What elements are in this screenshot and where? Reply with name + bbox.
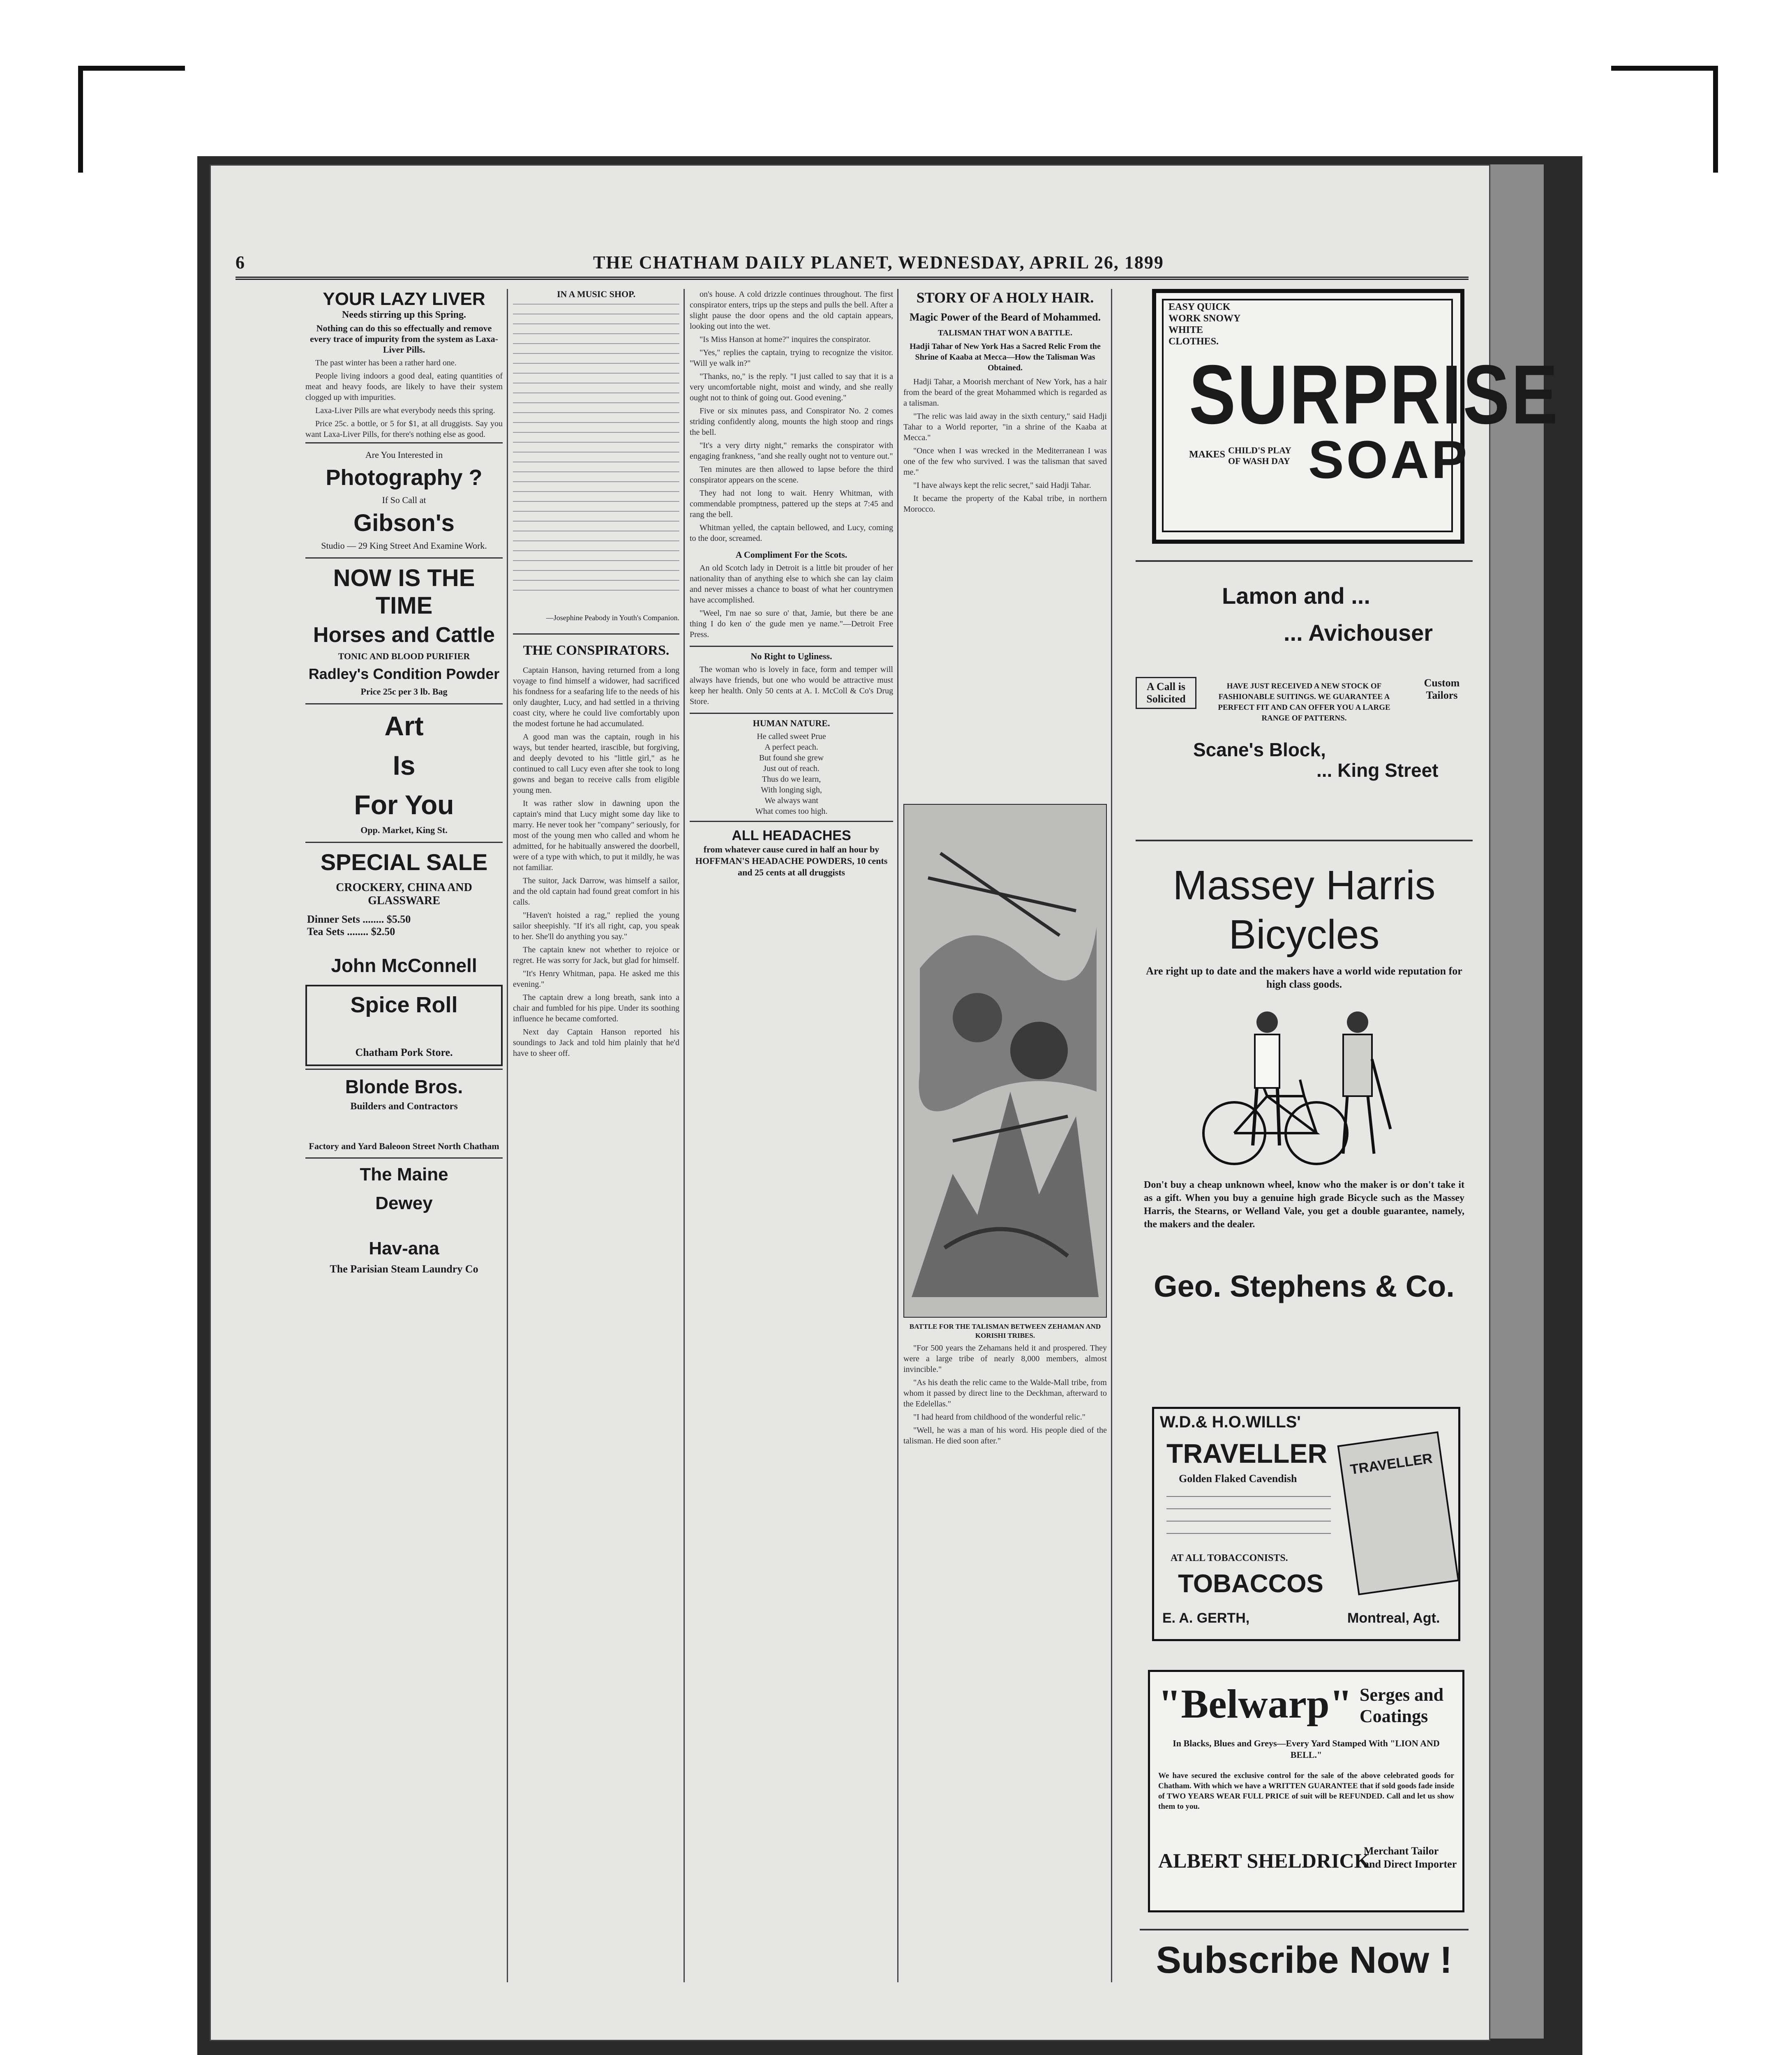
paragraph: "Thanks, no," is the reply. "I just called to say that it is a very uncomfortable night, moist and windy, and she really ought not to think of going out. Good evening." (690, 372, 893, 402)
spice-roll: Spice Roll (350, 993, 458, 1017)
lamon: Lamon and ... (1222, 583, 1370, 609)
paragraph: on's house. A cold drizzle continues throughout. The first conspirator enters, trips up the steps and pulls the bell. After a slight pause the door opens and the old captain appears, looking out into the wet. (690, 290, 893, 331)
mcconnell: John McConnell (331, 955, 477, 976)
belwarp-word: "Belwarp" (1158, 1681, 1353, 1727)
lamon-body: HAVE JUST RECEIVED A NEW STOCK OF FASHIONABLE SUITINGS. WE GUARANTEE A PERFECT FIT AND CAN OFFER YOU A LARGE RANGE OF PATTERNS. (1218, 682, 1390, 723)
paragraph: "Once when I was wrecked in the Mediterranean I was one of the few who survived. I was the talisman that saved me." (903, 446, 1107, 477)
soap-word: SOAP (1308, 429, 1470, 490)
lamon-ad (1136, 560, 1473, 817)
liver-body (305, 358, 503, 440)
massey-subtitle: Are right up to date and the makers have a world wide reputation for high class goods. (1146, 965, 1462, 990)
column-rule (684, 289, 685, 1982)
column-rule (897, 289, 898, 1982)
column-1 (305, 289, 503, 1982)
poem-lines (513, 300, 679, 596)
holy-hair-lead: Hadji Tahar of New York Has a Sacred Relic From the Shrine of Kaaba at Mecca—How the Talisman Was Obtained. (910, 342, 1101, 372)
paragraph: "For 500 years the Zehamans held it and prospered. They were a large tribe of nearly 8,000 members, almost invincible." (903, 1344, 1107, 1374)
pork-store: Chatham Pork Store. (355, 1046, 453, 1058)
ugliness-title: No Right to Ugliness. (690, 646, 893, 662)
paragraph: The captain drew a long breath, sank into a chair and fumbled for his pipe. Under its soothing influence he became comforted. (513, 993, 679, 1023)
paragraph: "Yes," replies the captain, trying to recognize the visitor. "Will ye walk in?" (690, 348, 893, 368)
liver-title: YOUR LAZY LIVER (323, 289, 485, 309)
tobacco-package (1337, 1432, 1459, 1596)
tea-sets: Tea Sets ........ $2.50 (307, 926, 395, 937)
holy-hair-body (903, 376, 1107, 804)
special-sale-ad (305, 842, 503, 982)
corner-mark (78, 66, 185, 71)
serges-coatings: Serges and Coatings (1360, 1685, 1444, 1726)
paragraph: Laxa-Liver Pills are what everybody needs this spring. (315, 406, 495, 415)
custom-tailors: Custom Tailors (1424, 677, 1460, 701)
paragraph: Five or six minutes pass, and Conspirator No. 2 comes striding confidently along, mounts the high stoop and rings the bell. (690, 406, 893, 437)
geo-stephens: Geo. Stephens & Co. (1154, 1269, 1455, 1303)
gibson-address: Studio — 29 King Street And Examine Work. (321, 540, 487, 551)
paragraph: Next day Captain Hanson reported his soundings to Jack and told him plainly that he'd have to sheer off. (513, 1028, 679, 1058)
paragraph: "Weel, I'm nae so sure o' that, Jamie, but there be ane thing I do ken o' the gude men ye name."—Detroit Free Press. (690, 609, 893, 639)
paragraph: Captain Hanson, having returned from a long voyage to find himself a widower, had sacrificed his fondness for a seafaring life to the needs of his only daughter, Lucy, and had settled in a thriving coast city, where he could live comfortably upon the modest fortune he had accumulated. (513, 666, 679, 728)
poem-line: But found she grew (759, 753, 824, 762)
holy-hair-title: STORY OF A HOLY HAIR. (916, 289, 1094, 306)
paragraph: "Well, he was a man of his word. His people died of the talisman. He died soon after." (903, 1426, 1107, 1445)
paragraph: Hadji Tahar, a Moorish merchant of New York, has a hair from the beard of the great Mohammed which is regarded as a talisman. (903, 377, 1107, 408)
photography-heading: Photography ? (326, 465, 483, 490)
surprise-word: SURPRISE (1189, 348, 1560, 442)
column-rule (507, 289, 508, 1982)
paragraph: The past winter has been a rather hard one. (315, 358, 457, 367)
radley-price: Price 25c per 3 lb. Bag (360, 686, 448, 697)
column-2 (513, 289, 679, 1982)
paragraph: It became the property of the Kabal tribe, in northern Morocco. (903, 494, 1107, 514)
package-label: TRAVELLER (1349, 1450, 1434, 1478)
radley-powder: Radley's Condition Powder (308, 665, 500, 682)
liver-subtitle: Needs stirring up this Spring. (342, 309, 466, 320)
massey-harris: Massey Harris (1173, 862, 1436, 908)
call-solicited: A Call is Solicited (1136, 677, 1196, 709)
human-nature-poem (690, 731, 893, 817)
masthead (236, 248, 1469, 280)
paragraph: It was rather slow in dawning upon the captain's mind that Lucy might some day like to marry. He never took her "company" seriously, for most of the young men who called and whom he admitted, for he habitually answered the doorbell, were of a type with which, to put it mildly, he was not familiar. (513, 799, 679, 872)
horses-ad (305, 557, 503, 703)
merchant-tailor: Merchant Tailor and Direct Importer (1364, 1845, 1457, 1870)
paragraph: They had not long to wait. Henry Whitman, with commendable promptness, pattered up the steps at 7:45 and rang the bell. (690, 489, 893, 519)
soap-top-text: EASY QUICK WORK SNOWY WHITE CLOTHES. (1168, 302, 1240, 347)
maine: The Maine (360, 1164, 448, 1185)
photography-ad (305, 442, 503, 557)
paragraph: Price 25c. a bottle, or 5 for $1, at all druggists. Say you want Laxa-Liver Pills, for there's nothing else as good. (305, 419, 503, 439)
paragraph: A good man was the captain, rough in his ways, but tender hearted, irascible, but forgiving, and deeply devoted to his "little girl," as he continued to call Lucy even after she took to long gowns and began to receive calls from eligible young men. (513, 732, 679, 795)
paragraph: "It's Henry Whitman, papa. He asked me this evening." (513, 969, 679, 989)
page-edge (1484, 164, 1544, 2039)
builders: Builders and Contractors (350, 1101, 458, 1112)
tonic-label: TONIC AND BLOOD PURIFIER (338, 651, 470, 661)
wills-brand: W.D.& H.O.WILLS' (1160, 1413, 1301, 1431)
corner-mark (1713, 66, 1718, 173)
illustration-caption: BATTLE FOR THE TALISMAN BETWEEN ZEHAMAN AND KORISHI TRIBES. (909, 1323, 1101, 1339)
belwarp-body: We have secured the exclusive control for the sale of the above celebrated goods for Chatham. With which we have a WRITTEN GUARANTEE that if sold goods fade inside of TWO YEARS WEAR FULL PRICE of suit will be REFUNDED. Call and let us show them to you. (1158, 1771, 1455, 1811)
art-location: Opp. Market, King St. (360, 825, 448, 835)
poem-line: Just out of reach. (763, 764, 820, 773)
holy-hair-body-2 (903, 1343, 1107, 1446)
king-street: ... King Street (1316, 760, 1439, 781)
headaches-ad (690, 821, 893, 884)
paragraph: "The relic was laid away in the sixth century," said Hadji Tahar to a World reporter, "in a shrine of the Kaaba at Mecca." (903, 412, 1107, 442)
subscribe-now: Subscribe Now ! (1156, 1939, 1453, 1981)
compliment-title: A Compliment For the Scots. (735, 550, 848, 560)
crockery: CROCKERY, CHINA AND GLASSWARE (336, 881, 472, 907)
poem-line: With longing sigh, (761, 785, 822, 794)
subscribe-ad (1140, 1929, 1469, 1992)
golden-flaked: Golden Flaked Cavendish (1179, 1473, 1297, 1485)
childs-play: CHILD'S PLAY OF WASH DAY (1228, 445, 1291, 466)
poem-line: What comes too high. (755, 807, 828, 816)
newspaper-page (210, 164, 1560, 2041)
blonde-bros: Blonde Bros. (345, 1076, 463, 1097)
paragraph: "I had heard from childhood of the wonderful relic." (913, 1413, 1085, 1422)
column-4 (903, 289, 1107, 1982)
poem-line: We always want (764, 796, 818, 805)
gerth: E. A. GERTH, (1162, 1610, 1250, 1626)
belwarp-colors: In Blacks, Blues and Greys—Every Yard Stamped With "LION AND BELL." (1173, 1738, 1440, 1760)
massey-harris-ad (1136, 840, 1473, 1388)
holy-hair-subtitle: Magic Power of the Beard of Mohammed. (909, 311, 1101, 323)
column-3 (690, 289, 893, 1982)
human-nature-title: HUMAN NATURE. (690, 713, 893, 729)
scane-block: Scane's Block, (1193, 739, 1326, 760)
paragraph: An old Scotch lady in Detroit is a little bit prouder of her nationality than of anything else to which she can lay claim and never misses a chance to boast of what her countrymen have accomplished. (690, 563, 893, 605)
paragraph: People living indoors a good deal, eating quantities of meat and heavy foods, are likely to have their system clogged up with impurities. (305, 372, 503, 402)
photo-question: Are You Interested in (365, 450, 443, 460)
all-tobacconists: AT ALL TOBACCONISTS. (1171, 1553, 1288, 1563)
cyclists-illustration (1181, 997, 1427, 1170)
poem-credit: —Josephine Peabody in Youth's Companion. (546, 614, 679, 622)
tobaccos-word: TOBACCOS (1178, 1570, 1323, 1598)
poem-body (513, 300, 679, 612)
paragraph: "Haven't hoisted a rag," replied the young sailor sheepishly. "If it's all right, cap, you speak to her. She'll do anything you say." (513, 911, 679, 941)
bicycles: Bicycles (1229, 912, 1380, 958)
story-continued (690, 289, 893, 544)
for-you: For You (354, 790, 454, 820)
traveller-brand: TRAVELLER (1166, 1438, 1328, 1469)
is-word: Is (393, 750, 416, 780)
photo-question-2: If So Call at (382, 495, 426, 505)
ugliness-body (690, 664, 893, 707)
dewey: Dewey (375, 1193, 433, 1213)
corner-mark (78, 66, 83, 173)
blonde-bros-ad (305, 1069, 503, 1157)
dinner-sets: Dinner Sets ........ $5.50 (307, 913, 411, 925)
poem-line: He called sweet Prue (757, 732, 826, 741)
montreal-agent: Montreal, Agt. (1347, 1610, 1440, 1626)
special-sale: SPECIAL SALE (320, 849, 488, 875)
price-list (1166, 1491, 1331, 1545)
surprise-soap-ad (1152, 289, 1560, 544)
havana: Hav-ana (369, 1238, 439, 1258)
holy-hair-subtitle-2: TALISMAN THAT WON A BATTLE. (938, 328, 1073, 337)
paragraph: Ten minutes are then allowed to lapse before the third conspirator appears on the scene. (690, 465, 893, 485)
massey-body: Don't buy a cheap unknown wheel, know who the maker is or don't take it as a gift. When you buy a genuine high grade Bicycle such as the Massey Harris, the Stearns, or Welland Vale, you get a double guarantee, namely, the makers and the dealer. (1144, 1180, 1464, 1230)
headaches-title: ALL HEADACHES (732, 828, 851, 843)
paragraph: "Is Miss Hanson at home?" inquires the conspirator. (700, 335, 871, 344)
makes-word: MAKES (1189, 449, 1226, 460)
spice-roll-ad (305, 985, 503, 1066)
newspaper-title: THE CHATHAM DAILY PLANET, WEDNESDAY, APRIL 26, 1899 (593, 252, 1164, 272)
parisian-laundry: The Parisian Steam Laundry Co (330, 1263, 478, 1275)
paragraph: "I have always kept the relic secret," said Hadji Tahar. (913, 481, 1091, 490)
paragraph: Whitman yelled, the captain bellowed, and Lucy, coming to the door, screamed. (690, 523, 893, 543)
avichouser: ... Avichouser (1284, 620, 1433, 646)
column-rule (1111, 289, 1112, 1982)
art-ad (305, 703, 503, 842)
paragraph: The suitor, Jack Darrow, was himself a sailor, and the old captain had found great comfort in his calls. (513, 876, 679, 907)
belwarp-ad (1148, 1670, 1464, 1912)
liver-lead: Nothing can do this so effectually and remove every trace of impurity from the system as Laxa-Liver Pills. (310, 323, 498, 355)
page-number: 6 (236, 252, 245, 272)
corner-mark (1611, 66, 1718, 71)
wills-tobacco-ad (1152, 1407, 1460, 1641)
poem-line: A perfect peach. (764, 743, 818, 752)
poem-title: IN A MUSIC SHOP. (557, 289, 636, 299)
paragraph: "As his death the relic came to the Walde-Mall tribe, from whom it passed by direct line to the Deckhman, afterward to the Edelellas." (903, 1378, 1107, 1408)
art-word: Art (384, 711, 424, 741)
laundry-ad (305, 1157, 503, 1281)
poem-line: Thus do we learn, (762, 775, 821, 784)
gibson-name: Gibson's (353, 510, 455, 536)
paragraph: "It's a very dirty night," remarks the conspirator with engaging frankness, "and she really ought not to venture out." (690, 441, 893, 461)
factory: Factory and Yard Baleoon Street North Chatham (309, 1141, 499, 1151)
albert-sheldrick: ALBERT SHELDRICK (1158, 1849, 1370, 1872)
battle-illustration (903, 804, 1107, 1318)
paragraph: The captain knew not whether to rejoice or regret. He was sorry for Jack, but glad for himself. (513, 945, 679, 965)
story-body (513, 665, 679, 1059)
paragraph: The woman who is lovely in face, form and temper will always have friends, but one who would be attractive must keep her health. Only 50 cents at A. I. McColl & Co's Drug Store. (690, 665, 893, 706)
compliment-body (690, 563, 893, 640)
story-title: THE CONSPIRATORS. (513, 633, 679, 658)
horses-cattle: Horses and Cattle (313, 623, 495, 647)
headaches-body: from whatever cause cured in half an hour by HOFFMAN'S HEADACHE POWDERS, 10 cents and 25 cents at all druggists (695, 844, 888, 877)
now-is-the-time: NOW IS THE TIME (333, 565, 475, 619)
